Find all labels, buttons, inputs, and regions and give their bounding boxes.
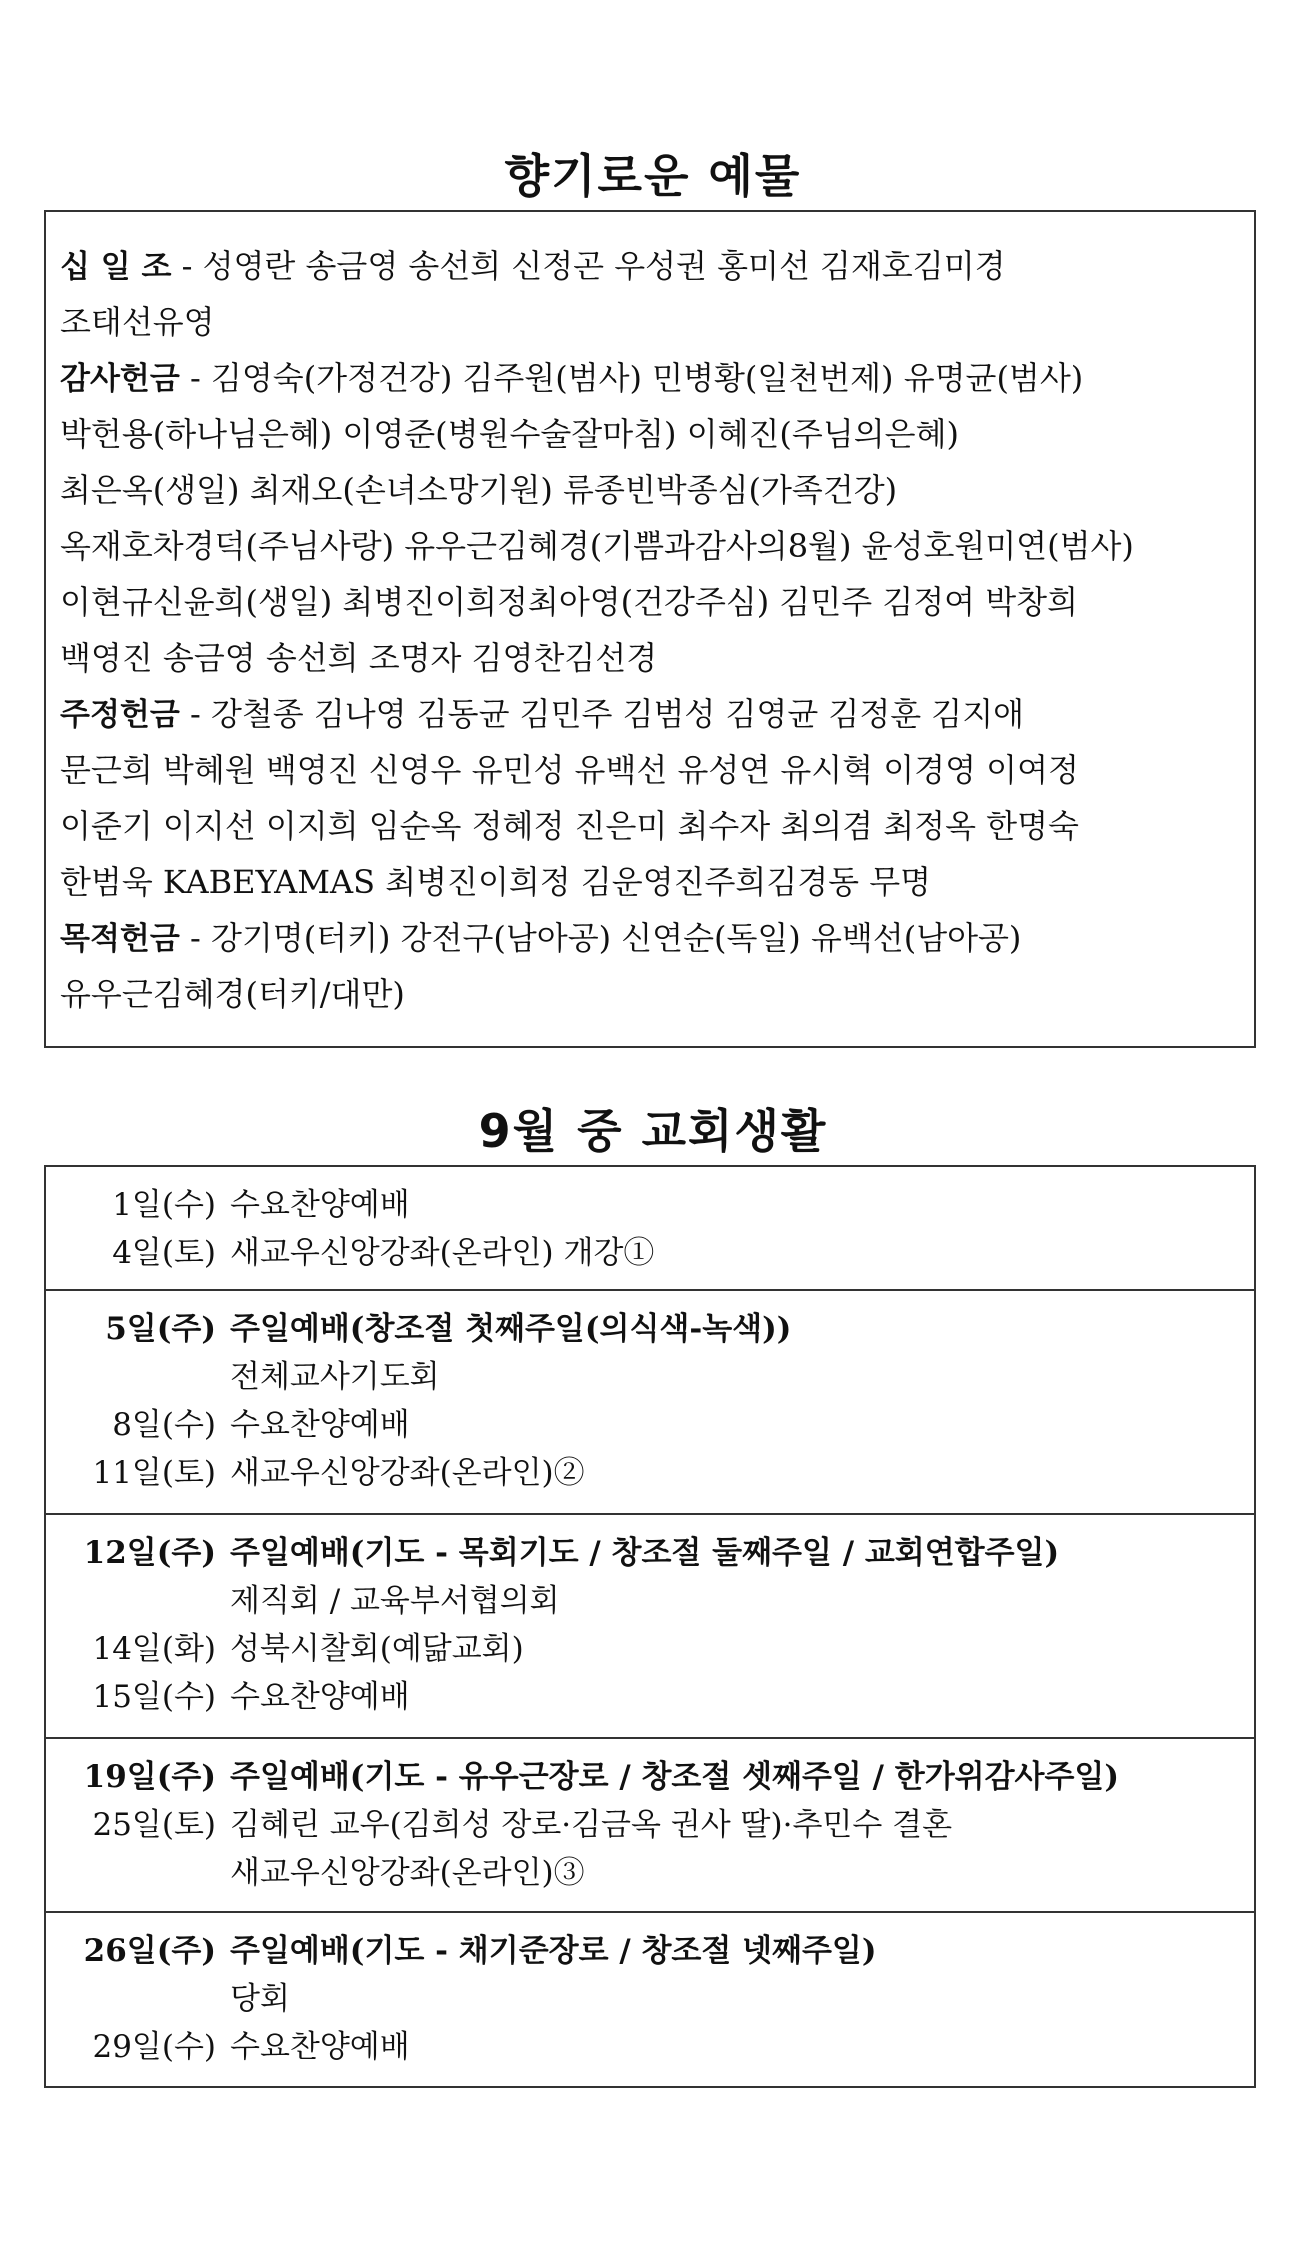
event-day: 29일(수): [92, 2029, 216, 2065]
schedule-row: [46, 1753, 1254, 1801]
thanks-line-3: 최은옥(생일) 최재오(손녀소망기원) 류종빈박종심(가족건강): [60, 471, 898, 509]
purpose-line-2: 유우근김혜경(터키/대만): [60, 975, 405, 1013]
weekly-label: 주정헌금: [60, 697, 180, 733]
schedule-row: [46, 2023, 1254, 2071]
event-day-blank: [46, 1849, 230, 1897]
weekly-line: [60, 686, 1240, 742]
schedule-week-2: [46, 1291, 1254, 1515]
thanks-label: 감사헌금: [60, 361, 180, 397]
thanks-names: - 김영숙(가정건강) 김주원(범사) 민병황(일천번제) 유명균(범사): [179, 359, 1084, 397]
tithe-names: - 성영란 송금영 송선희 신정곤 우성권 홍미선 김재호김미경: [171, 247, 1006, 285]
thanks-line-2: 박헌용(하나님은혜) 이영준(병원수술잘마침) 이혜진(주님의은혜): [60, 415, 959, 453]
event-text-part: 주일예배(기도 -: [230, 1535, 459, 1571]
event-day-blank: [46, 1353, 230, 1401]
event-day: 11일(토): [92, 1455, 216, 1491]
event-text: 새교우신앙강좌(온라인)③: [230, 1855, 585, 1891]
event-day: 8일(수): [112, 1407, 216, 1443]
event-day: 19일(주): [83, 1759, 216, 1795]
schedule-box: [44, 1165, 1256, 2088]
prayer-leader: 유우근: [458, 1759, 549, 1795]
event-text-part: 장로 / 창조절 넷째주일): [548, 1933, 877, 1969]
event-text: [230, 1753, 1254, 1801]
event-text: 새교우신앙강좌(온라인) 개강①: [230, 1235, 655, 1271]
schedule-week-4: [46, 1739, 1254, 1913]
schedule-row: [46, 1673, 1254, 1721]
schedule-row: [46, 1181, 1254, 1229]
event-text: 수요찬양예배: [230, 1679, 410, 1715]
event-text: 김혜린 교우(김희성 장로·김금옥 권사 딸)·추민수 결혼: [230, 1807, 953, 1843]
purpose-line: [60, 910, 1240, 966]
event-text-part: 주일예배(기도 -: [230, 1933, 459, 1969]
thanks-line-5: 이현규신윤희(생일) 최병진이희정최아영(건강주심) 김민주 김정여 박창희: [60, 583, 1078, 621]
schedule-week-1: [46, 1167, 1254, 1291]
event-text: 수요찬양예배: [230, 1187, 410, 1223]
event-day: 4일(토): [112, 1235, 216, 1271]
tithe-label: 십 일 조: [60, 249, 172, 285]
offerings-box: [44, 210, 1256, 1048]
prayer-leader: 목회기도: [458, 1535, 579, 1571]
thanks-line-6: 백영진 송금영 송선희 조명자 김영찬김선경: [60, 639, 658, 677]
event-text: [230, 1529, 1254, 1577]
event-day-blank: [46, 1975, 230, 2023]
event-text: 성북시찰회(예닮교회): [230, 1631, 524, 1667]
schedule-row: [46, 1353, 1254, 1401]
thanks-line-4: 옥재호차경덕(주님사랑) 유우근김혜경(기쁨과감사의8월) 윤성호원미연(범사): [60, 527, 1134, 565]
thanks-line: [60, 350, 1240, 406]
schedule-row: [46, 1529, 1254, 1577]
event-text: 수요찬양예배: [230, 2029, 410, 2065]
weekly-names: - 강철종 김나영 김동균 김민주 김범성 김영균 김정훈 김지애: [179, 695, 1025, 733]
event-text-part: 장로 / 창조절 셋째주일 / 한가위감사주일): [548, 1759, 1120, 1795]
weekly-line-3: 이준기 이지선 이지희 임순옥 정혜정 진은미 최수자 최의겸 최정옥 한명숙: [60, 807, 1079, 845]
prayer-leader: 채기준: [458, 1933, 549, 1969]
weekly-line-2: 문근희 박혜원 백영진 신영우 유민성 유백선 유성연 유시혁 이경영 이여정: [60, 751, 1079, 789]
weekly-line-4: 한범욱 KABEYAMAS 최병진이희정 김운영진주희김경동 무명: [60, 863, 932, 901]
tithe-line-2: 조태선유영: [60, 303, 215, 341]
event-text-part: 주일예배(기도 -: [230, 1759, 459, 1795]
schedule-row: [46, 1305, 1254, 1353]
tithe-line: [60, 238, 1240, 294]
schedule-row: [46, 1449, 1254, 1497]
schedule-row: [46, 1577, 1254, 1625]
schedule-title: 9월 중 교회생활: [478, 1104, 828, 1158]
schedule-row: [46, 1625, 1254, 1673]
schedule-row: [46, 1975, 1254, 2023]
event-text: 주일예배(창조절 첫째주일(의식색-녹색)): [230, 1311, 792, 1347]
event-day: 12일(주): [83, 1535, 216, 1571]
event-day: 26일(주): [83, 1933, 216, 1969]
schedule-row: [46, 1401, 1254, 1449]
event-day: 14일(화): [92, 1631, 216, 1667]
schedule-week-5: [46, 1913, 1254, 2088]
event-text-part: / 창조절 둘째주일 / 교회연합주일): [578, 1535, 1060, 1571]
schedule-row: [46, 1849, 1254, 1897]
event-text: 당회: [230, 1981, 290, 2017]
schedule-row: [46, 1801, 1254, 1849]
schedule-row: [46, 1927, 1254, 1975]
event-text: 수요찬양예배: [230, 1407, 410, 1443]
event-day-blank: [46, 1577, 230, 1625]
event-text: 새교우신앙강좌(온라인)②: [230, 1455, 585, 1491]
purpose-names: - 강기명(터키) 강전구(남아공) 신연순(독일) 유백선(남아공): [179, 919, 1022, 957]
schedule-week-3: [46, 1515, 1254, 1739]
event-day: 5일(주): [105, 1311, 216, 1347]
event-day: 1일(수): [112, 1187, 216, 1223]
purpose-label: 목적헌금: [60, 921, 180, 957]
event-day: 25일(토): [92, 1807, 216, 1843]
event-text: 제직회 / 교육부서협의회: [230, 1583, 560, 1619]
event-day: 15일(수): [92, 1679, 216, 1715]
event-text: [230, 1927, 1254, 1975]
schedule-row: [46, 1229, 1254, 1277]
event-text: 전체교사기도회: [230, 1359, 440, 1395]
offerings-title: 향기로운 예물: [504, 149, 802, 203]
